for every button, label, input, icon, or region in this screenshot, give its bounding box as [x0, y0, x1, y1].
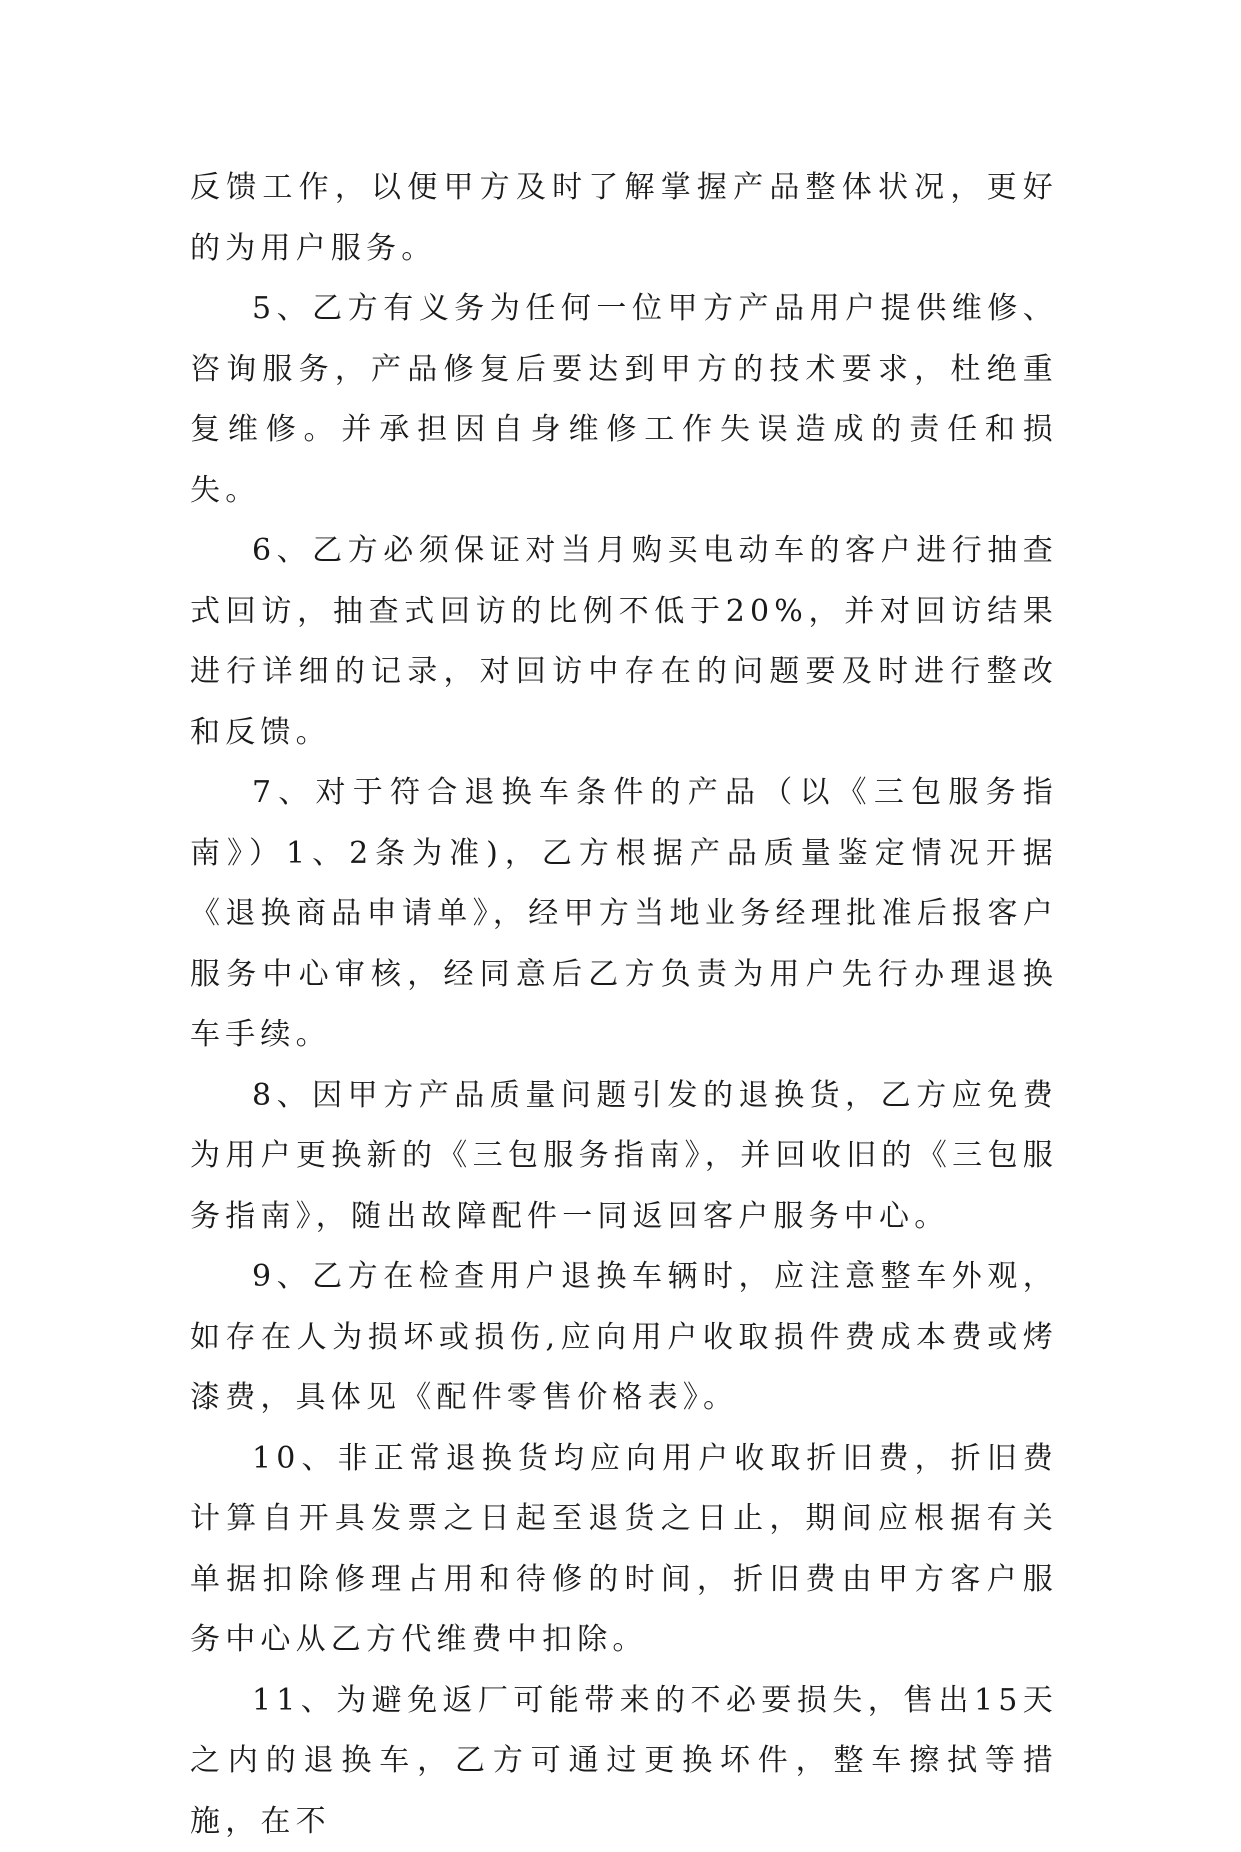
paragraph-continuation: 反馈工作，以便甲方及时了解掌握产品整体状况，更好的为用户服务。	[190, 158, 1058, 279]
paragraph-item-8: 8、因甲方产品质量问题引发的退换货，乙方应免费为用户更换新的《三包服务指南》，并回收旧的《三包服务指南》，随出故障配件一同返回客户服务中心。	[190, 1066, 1058, 1248]
paragraph-item-6: 6、乙方必须保证对当月购买电动车的客户进行抽查式回访，抽查式回访的比例不低于20%，并对回访结果进行详细的记录，对回访中存在的问题要及时进行整改和反馈。	[190, 521, 1058, 763]
paragraph-item-7: 7、对于符合退换车条件的产品（以《三包服务指南》）1、2条为准)，乙方根据产品质量鉴定情况开据《退换商品申请单》，经甲方当地业务经理批准后报客户服务中心审核，经同意后乙方负责为用户先行办理退换车手续。	[190, 763, 1058, 1066]
paragraph-item-5: 5、乙方有义务为任何一位甲方产品用户提供维修、咨询服务，产品修复后要达到甲方的技术要求，杜绝重复维修。并承担因自身维修工作失误造成的责任和损失。	[190, 279, 1058, 521]
paragraph-item-11: 11、为避免返厂可能带来的不必要损失，售出15天之内的退换车，乙方可通过更换坏件，整车擦拭等措施，在不	[190, 1671, 1058, 1852]
paragraph-item-10: 10、非正常退换货均应向用户收取折旧费，折旧费计算自开具发票之日起至退货之日止，期间应根据有关单据扣除修理占用和待修的时间，折旧费由甲方客户服务中心从乙方代维费中扣除。	[190, 1429, 1058, 1671]
document-body	[190, 158, 1058, 1852]
paragraph-item-9: 9、乙方在检查用户退换车辆时，应注意整车外观，如存在人为损坏或损伤,应向用户收取损件费成本费或烤漆费，具体见《配件零售价格表》。	[190, 1247, 1058, 1429]
